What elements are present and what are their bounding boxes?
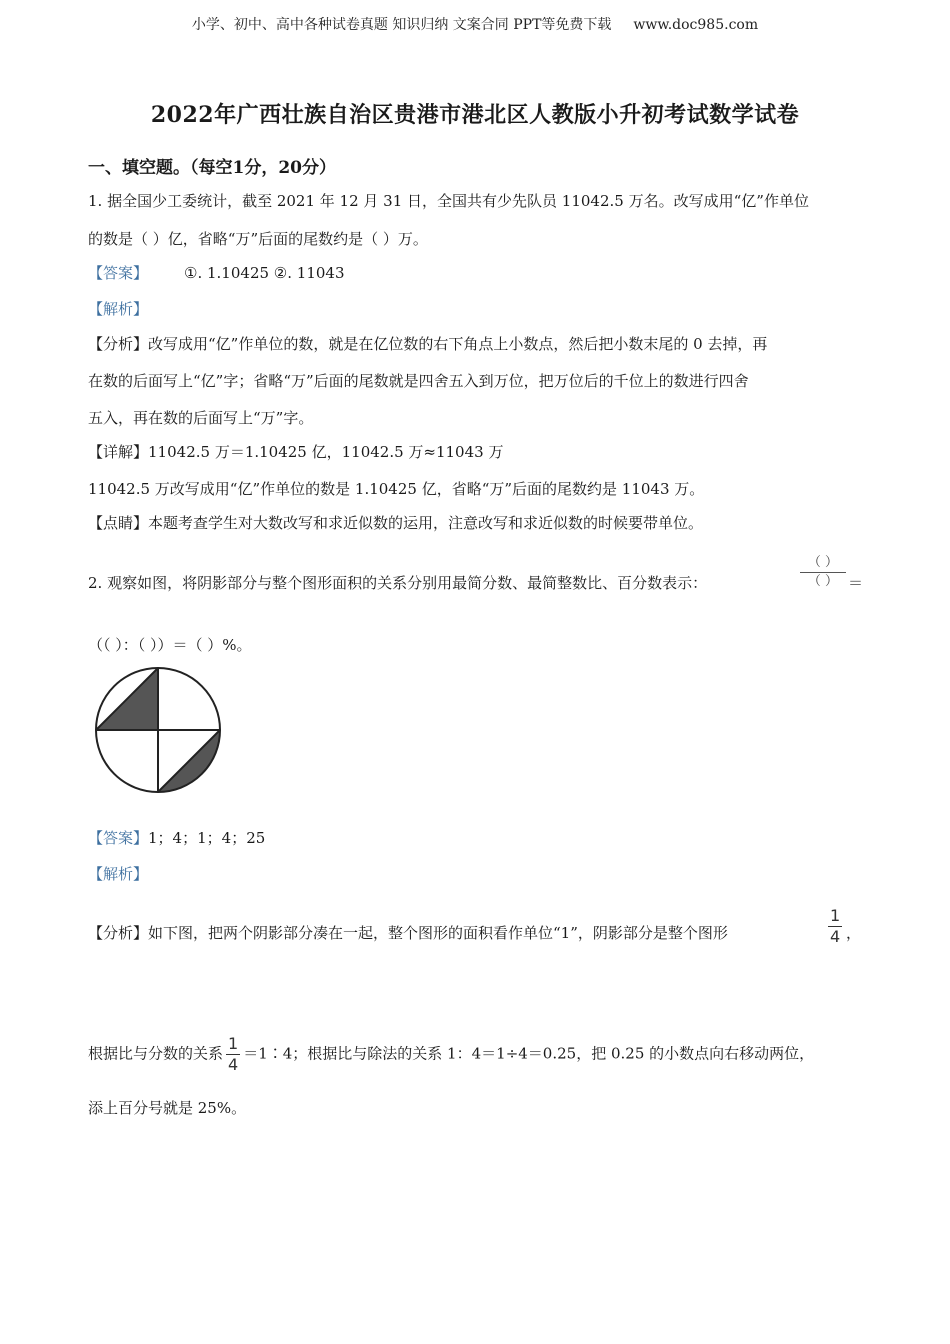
q1-line1: 1. 据全国少工委统计，截至 2021 年 12 月 31 日，全国共有少先队员 11042.5 万名。改写成用“亿”作单位 [88,192,809,210]
q1-dianjing [88,512,703,533]
q1-analysis-text: 改写成用“亿”作单位的数，就是在亿位数的右下角点上小数点，然后把小数末尾的 0 去掉，再 [148,335,768,353]
q2-comma: ， [846,924,862,942]
header-text: 小学、初中、高中各种试卷真题 知识归纳 文案合同 PPT等免费下载 [191,17,612,33]
q2-l2-prefix: 根据比与分数的关系 [88,1044,224,1063]
section-heading: 一、填空题。（每空1分，20分） [88,158,336,178]
q1-analysis-line1 [88,333,767,354]
fraction-numerator: 1 [830,906,841,925]
q2-analysis-line2 [88,1034,814,1075]
q1-line2: 的数是（ ）亿，省略“万”后面的尾数约是（ ）万。 [88,230,428,248]
q2-blank-fraction [800,554,846,591]
fraction-denominator: 4 [228,1055,239,1074]
header-site-link[interactable]: www.doc985.com [633,17,759,33]
fraction-numerator: 1 [228,1034,239,1053]
q1-detail-line2: 11042.5 万改写成用“亿”作单位的数是 1.10425 亿，省略“万”后面的尾数约是 11043 万。 [88,480,705,498]
q1-answer-text: ①. 1.10425 ②. 11043 [184,264,345,282]
shaded-circle-figure [88,664,228,798]
detail-tag: 【详解】 [88,443,149,461]
fraction-one-quarter-inline [226,1034,240,1075]
q2-answer [88,827,265,848]
q1-detail-text: 11042.5 万＝1.10425 亿，11042.5 万≈11043 万 [148,443,504,461]
q2-analysis-text: 如下图，把两个阴影部分凑在一起，整个图形的面积看作单位“1”，阴影部分是整个图形 [148,924,728,942]
q2-analysis-line3: 添上百分号就是 25%。 [88,1099,247,1117]
q1-dianjing-text: 本题考查学生对大数改写和求近似数的运用，注意改写和求近似数的时候要带单位。 [148,514,704,532]
q2-line2: （（ ）：（ ））＝（ ）%。 [88,636,252,654]
analysis-tag: 【分析】 [88,335,149,353]
q1-answer [88,262,345,283]
q2-l2-suffix: ＝1∶4；根据比与除法的关系 1：4＝1÷4＝0.25，把 0.25 的小数点向右移动两位， [243,1044,815,1063]
q2-equals: ＝ [848,574,864,592]
q1-analysis-line2: 在数的后面写上“亿”字；省略“万”后面的尾数就是四舍五入到万位，把万位后的千位上的数进行四舍 [88,372,749,390]
q2-analysis-line1 [88,922,728,943]
fraction-denominator: 4 [830,927,841,946]
q1-jiexi-tag: 【解析】 [88,300,149,318]
page-title: 2022年广西壮族自治区贵港市港北区人教版小升初考试数学试卷 [150,102,800,128]
q1-analysis-line3: 五入，再在数的后面写上“万”字。 [88,409,314,427]
answer-tag: 【答案】 [88,264,149,282]
analysis-tag: 【分析】 [88,924,149,942]
dianjing-tag: 【点睛】 [88,514,149,532]
blank-fraction-numerator: （ ） [807,555,839,570]
blank-fraction [800,554,846,591]
q2-line1: 2. 观察如图，将阴影部分与整个图形面积的关系分别用最简分数、最简整数比、百分数表示： [88,574,708,592]
fraction-one-quarter [828,906,842,947]
answer-tag: 【答案】 [88,829,149,847]
page-header [0,14,950,34]
blank-fraction-denominator: （ ） [807,574,839,589]
q2-jiexi-tag: 【解析】 [88,865,149,883]
q2-answer-text: 1；4；1；4；25 [148,829,266,847]
q1-detail-line1 [88,441,503,462]
